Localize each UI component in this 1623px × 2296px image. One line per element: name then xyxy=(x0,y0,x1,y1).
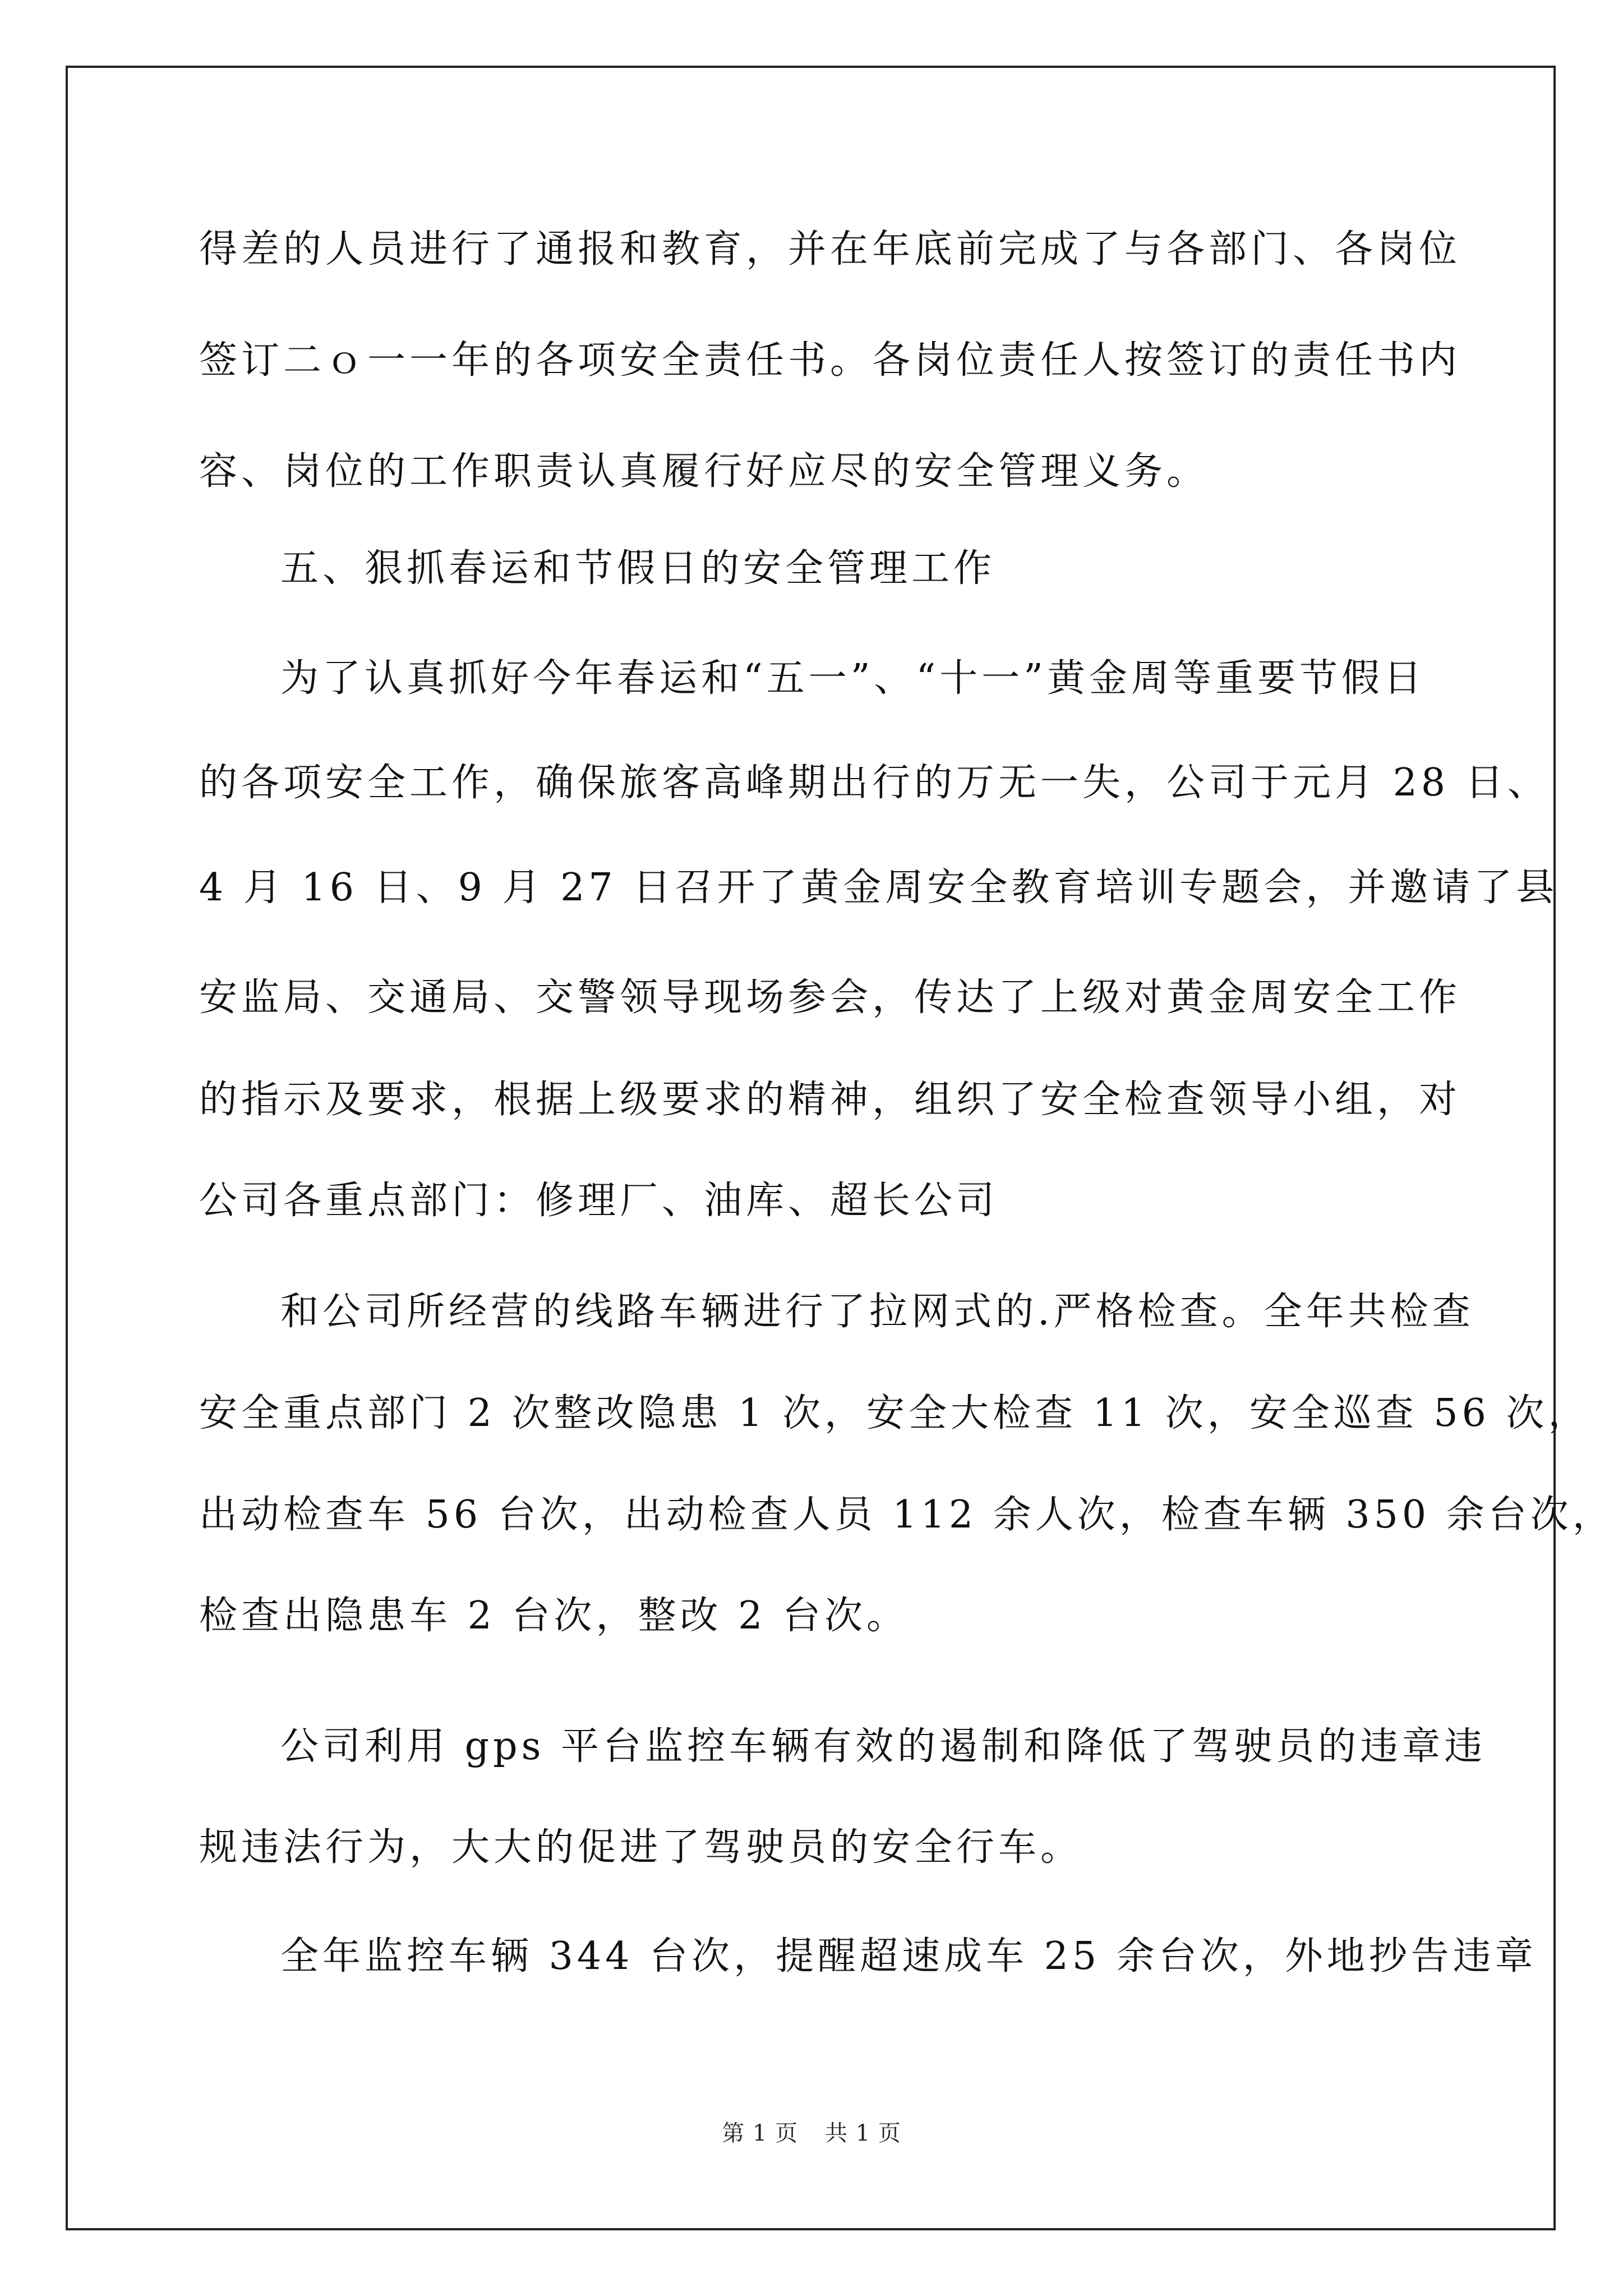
page-total: 共 1 页 xyxy=(825,2120,901,2146)
section-heading: 五、狠抓春运和节假日的安全管理工作 xyxy=(280,546,996,591)
document-line: 签订二ｏ一一年的各项安全责任书。各岗位责任人按签订的责任书内 xyxy=(199,338,1461,383)
document-line: 公司各重点部门：修理厂、油库、超长公司 xyxy=(199,1179,999,1223)
document-line: 规违法行为，大大的促进了驾驶员的安全行车。 xyxy=(199,1825,1083,1870)
page-footer xyxy=(0,2118,1623,2149)
document-line: 的指示及要求，根据上级要求的精神，组织了安全检查领导小组，对 xyxy=(199,1078,1461,1122)
document-line: 公司利用 gps 平台监控车辆有效的遏制和降低了驾驶员的违章违 xyxy=(280,1724,1487,1769)
page-number: 第 1 页 xyxy=(722,2120,798,2146)
document-line: 和公司所经营的线路车辆进行了拉网式的.严格检查。全年共检查 xyxy=(280,1290,1474,1334)
document-line: 得差的人员进行了通报和教育，并在年底前完成了与各部门、各岗位 xyxy=(199,227,1461,272)
document-line: 出动检查车 56 台次，出动检查人员 112 余人次，检查车辆 350 余台次， xyxy=(199,1493,1615,1537)
document-line: 4 月 16 日、9 月 27 日召开了黄金周安全教育培训专题会，并邀请了县 xyxy=(199,866,1559,910)
page-border xyxy=(66,66,1559,2230)
document-line: 全年监控车辆 344 台次，提醒超速成车 25 余台次，外地抄告违章 xyxy=(280,1934,1537,1978)
document-line: 的各项安全工作，确保旅客高峰期出行的万无一失，公司于元月 28 日、 xyxy=(199,761,1550,805)
document-line: 检查出隐患车 2 台次，整改 2 台次。 xyxy=(199,1594,909,1638)
document-line: 安全重点部门 2 次整改隐患 1 次，安全大检查 11 次，安全巡查 56 次， xyxy=(199,1391,1590,1435)
document-line: 安监局、交通局、交警领导现场参会，传达了上级对黄金周安全工作 xyxy=(199,976,1461,1020)
document-line: 为了认真抓好今年春运和“五一”、“十一”黄金周等重要节假日 xyxy=(280,656,1426,701)
document-line: 容、岗位的工作职责认真履行好应尽的安全管理义务。 xyxy=(199,449,1209,494)
